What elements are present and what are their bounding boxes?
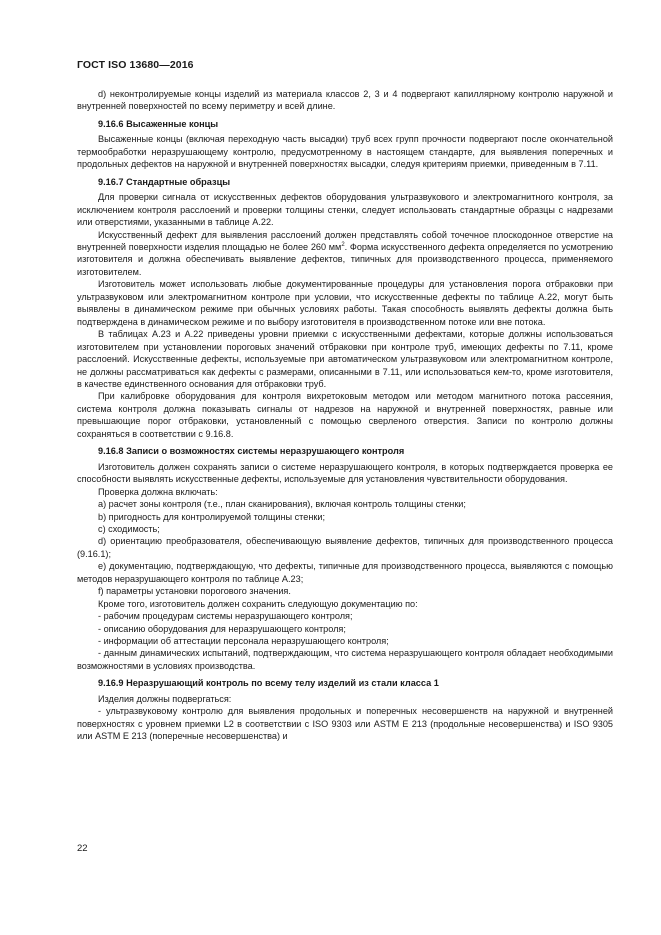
section-heading-9-16-7: 9.16.7 Стандартные образцы <box>98 176 231 187</box>
list-item-b: b) пригодность для контролируемой толщины стенки; <box>98 511 325 522</box>
section-heading-9-16-8: 9.16.8 Записи о возможностях системы неразрушающего контроля <box>98 446 405 457</box>
page-number: 22 <box>77 843 88 854</box>
list-item-f: f) параметры установки порогового значения. <box>98 586 291 597</box>
dash-item-1: - рабочим процедурам системы неразрушающего контроля; <box>98 611 353 622</box>
section-heading-9-16-9: 9.16.9 Неразрушающий контроль по всему телу изделий из стали класса 1 <box>98 678 439 689</box>
dash-item-2: - описанию оборудования для неразрушающего контроля; <box>98 623 346 634</box>
paragraph-records-1: Изготовитель должен сохранять записи о системе неразрушающего контроля, в которых подтверждается проверка ее способности выявлять искусственные дефекты, используемые для установления чувствительности оборудования. <box>77 461 613 485</box>
list-item-d: d) ориентацию преобразователя, обеспечивающую выявление дефектов, типичных для производственного процесса (9.16.1); <box>77 536 613 559</box>
paragraph-upset-ends: Высаженные концы (включая переходную часть высадки) труб всех групп прочности подвергают после окончательной термообработки неразрушающему контролю, предусмотренному в настоящем стандарте, для выявления поперечных и продольных дефектов на наружной и внутренней поверхностях высадки, следуя критериям приемки, приведенным в 7.11. <box>77 134 613 170</box>
list-item-a: a) расчет зоны контроля (т.е., план сканирования), включая контроль толщины стенки; <box>98 499 466 510</box>
dash-item-4: - данным динамических испытаний, подтверждающим, что система неразрушающего контроля обладает необходимыми возможностями в условиях производства. <box>77 648 613 671</box>
paragraph-reference-standards-2: Искусственный дефект для выявления расслоений должен представлять собой точечное плоскодонное отверстие на внутренней поверхности изделия площадью не более 260 $мм^2$. Форма искусственного дефекта определяется по усмотрению изготовителя и должна обеспечивать выявление дефектов, типичных для производственного процесса, применяемого изготовителем. <box>77 229 614 277</box>
list-item-e: e) документацию, подтверждающую, что дефекты, типичные для производственного процесса, выявляются с помощью методов неразрушающего контроля по таблице А.23; <box>77 561 613 584</box>
paragraph-reference-standards-3: Изготовитель может использовать любые документированные процедуры для установления порога отбраковки при ультразвуковом или электромагнитном контроле при условии, что искусственные дефекты по таблице А.22, могут быть выявлены в динамическом режиме при обычных условиях работы. Такая способность выявлять дефекты должна быть подтверждена в динамическом режиме и по выбору изготовителя в производственном потоке или вне потока. <box>77 279 613 327</box>
document-header: ГОСТ ISO 13680—2016 <box>77 59 194 71</box>
document-body <box>77 88 613 743</box>
paragraph-reference-standards-1: Для проверки сигнала от искусственных дефектов оборудования ультразвукового и электромагнитного контроля, за исключением контроля расслоений и проверки толщины стенки, следует использовать стандартные образцы с надрезами или отверстиями, указанными в таблице А.22. <box>77 192 613 228</box>
paragraph-d: d) неконтролируемые концы изделий из материала классов 2, 3 и 4 подвергают капиллярному контролю наружной и внутренней поверхностей по всему периметру и всей длине. <box>77 89 613 112</box>
list-item-c: c) сходимость; <box>98 523 160 534</box>
paragraph-full-body-1: Изделия должны подвергаться: <box>98 693 232 704</box>
paragraph-reference-standards-5: При калибровке оборудования для контроля вихретоковым методом или методом магнитного потока рассеяния, система контроля должна показывать сигналы от надрезов на наружной и внутренней поверхностях, равные или превышающие порог отбраковки, установленный с помощью сверленого отверстия. Записи по контролю должны сохраняться в соответствии с 9.16.8. <box>77 391 613 439</box>
paragraph-records-2: Проверка должна включать: <box>98 486 218 497</box>
paragraph-records-3: Кроме того, изготовитель должен сохранить следующую документацию по: <box>98 598 418 609</box>
section-heading-9-16-6: 9.16.6 Высаженные концы <box>98 118 219 129</box>
paragraph-reference-standards-4: В таблицах А.23 и А.22 приведены уровни приемки с искусственными дефектами, которые должны использоваться изготовителем при установлении пороговых значений отбраковки при контроле труб, имеющих дефекты по 7.11, кроме расслоений. Искусственные дефекты, используемые при автоматическом ультразвуковом или электромагнитном контроле, не должны рассматриваться как дефекты с размерами, описанными в 7.11, или использоваться кем-то, кроме изготовителя, в качестве единственного основания для отбраковки труб. <box>77 329 613 389</box>
paragraph-full-body-2: - ультразвуковому контролю для выявления продольных и поперечных несовершенств на наружной и внутренней поверхностях с уровнем приемки L2 в соответствии с ISO 9303 или ASTM E 213 (продольные несовершенства) и ISO 9305 или ASTM E 213 (поперечные несовершенства) и <box>77 706 613 742</box>
dash-item-3: - информации об аттестации персонала неразрушающего контроля; <box>98 636 389 647</box>
